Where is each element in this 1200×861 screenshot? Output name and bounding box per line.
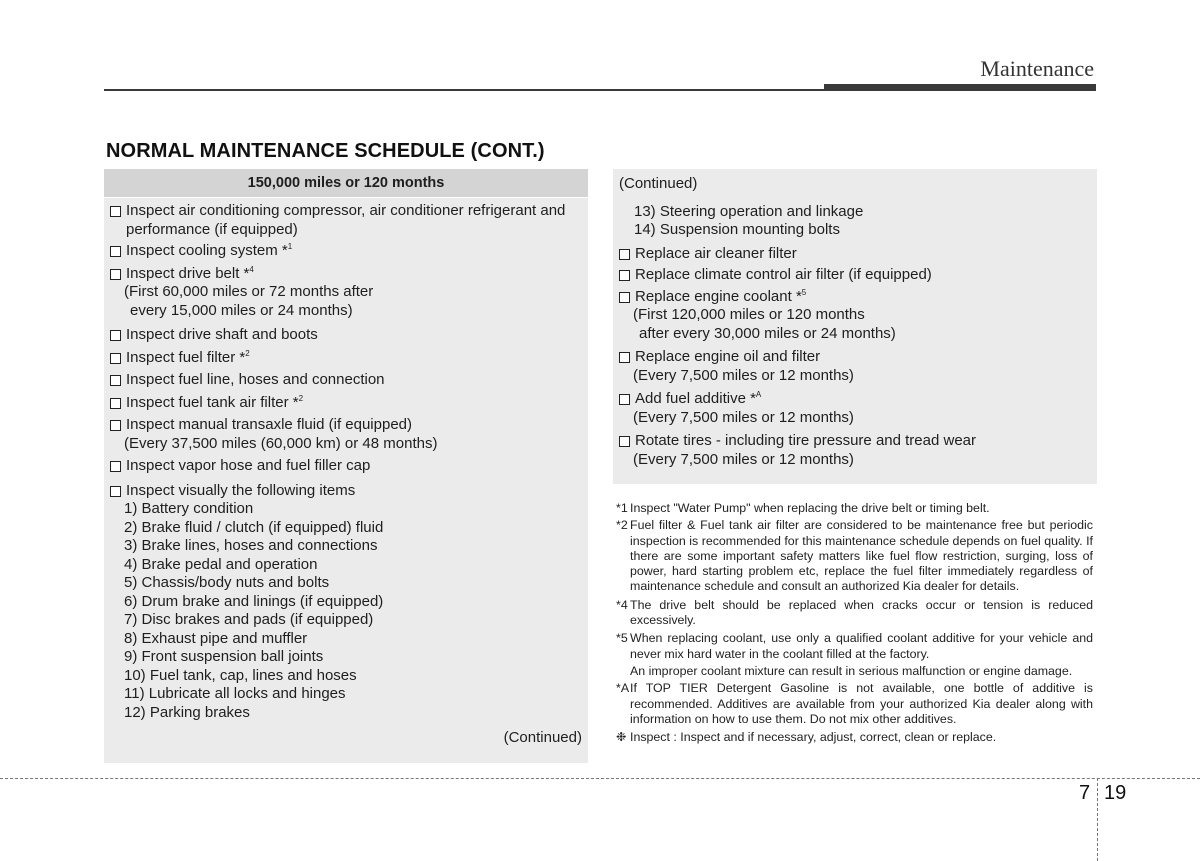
checklist-row (619, 266, 1091, 285)
checklist-item (110, 265, 582, 321)
footnote-text: Inspect "Water Pump" when replacing the drive belt or timing belt. (630, 501, 990, 515)
checklist-item (619, 390, 1091, 427)
item-label: Replace engine oil and filter (635, 348, 821, 365)
running-header: Maintenance (980, 56, 1094, 81)
item-text (635, 288, 1091, 307)
item-text (126, 394, 582, 413)
checkbox-icon (110, 420, 121, 431)
footnote-mark: *1 (616, 501, 628, 515)
checklist-item (619, 348, 1091, 385)
checkbox-icon (619, 352, 630, 363)
footnote (616, 730, 1093, 745)
checklist-row (619, 245, 1091, 264)
checklist-item (110, 202, 582, 239)
interval-heading: 150,000 miles or 120 months (104, 169, 588, 198)
checklist-item (619, 432, 1091, 469)
checkbox-icon (110, 375, 121, 386)
item-label: Inspect drive belt * (126, 264, 250, 282)
item-text (126, 457, 582, 476)
item-detail: (First 120,000 miles or 120 months (633, 306, 865, 323)
item-detail: 2) Brake fluid / clutch (if equipped) fluid (124, 518, 384, 536)
item-detail: (Every 37,500 miles (60,000 km) or 48 months) (124, 434, 438, 452)
page-footer-rule (0, 778, 1200, 779)
checklist-item (110, 242, 582, 261)
checkbox-icon (619, 270, 630, 281)
checkbox-icon (110, 206, 121, 217)
checklist-row (110, 371, 582, 390)
footnote-text: The drive belt should be replaced when cracks occur or tension is reduced excessively. (630, 597, 1093, 628)
checklist-row (110, 482, 582, 501)
footnote-ref: 2 (298, 393, 304, 403)
item-label: Replace engine coolant * (635, 287, 802, 305)
item-label: Inspect air conditioning compressor, air conditioner refrigerant and performance (if equipped) (126, 202, 566, 238)
item-label: Inspect fuel line, hoses and connection (126, 371, 385, 388)
checkbox-icon (619, 436, 630, 447)
item-detail: 9) Front suspension ball joints (124, 648, 324, 665)
item-label: Replace climate control air filter (if equipped) (635, 266, 932, 283)
schedule-left-column (104, 169, 588, 763)
item-label: Add fuel additive * (635, 390, 756, 407)
item-text (126, 265, 582, 284)
item-text (635, 266, 1091, 285)
left-item-list (104, 198, 588, 748)
item-detail: (Every 7,500 miles or 12 months) (633, 450, 854, 468)
checkbox-icon (110, 246, 121, 257)
footnote (616, 681, 1093, 727)
checkbox-icon (110, 330, 121, 341)
item-detail: (Every 7,500 miles or 12 months) (633, 408, 854, 426)
footnote (616, 518, 1093, 594)
checklist-item (619, 245, 1091, 264)
continued-label: (Continued) (503, 729, 582, 746)
item-detail: every 15,000 miles or 24 months) (130, 301, 353, 319)
item-detail: after every 30,000 miles or 24 months) (639, 324, 896, 342)
checklist-row (110, 349, 582, 368)
checklist-row (619, 432, 1091, 451)
item-text (635, 245, 1091, 264)
checklist-row (110, 242, 582, 261)
right-item-list (613, 169, 1097, 469)
item-detail: 3) Brake lines, hoses and connections (124, 537, 378, 554)
footnote-ref: 2 (245, 348, 250, 358)
item-detail: (First 60,000 miles or 72 months after (124, 283, 374, 300)
checklist-row (619, 390, 1091, 409)
checklist-item (110, 371, 582, 390)
item-label: Rotate tires - including tire pressure and tread wear (635, 432, 977, 449)
checklist-row (110, 202, 582, 239)
item-label: Inspect fuel tank air filter * (126, 393, 299, 411)
chapter-number: 7 (1079, 782, 1091, 804)
item-text (126, 416, 582, 435)
checklist-row (110, 394, 582, 413)
item-detail: 4) Brake pedal and operation (124, 555, 318, 573)
item-text (126, 371, 582, 390)
item-text (635, 348, 1091, 367)
checklist-item (110, 416, 582, 453)
checklist-row (110, 457, 582, 476)
checkbox-icon (110, 486, 121, 497)
checklist-row (110, 326, 582, 345)
item-detail: 8) Exhaust pipe and muffler (124, 629, 308, 647)
footnote (616, 631, 1093, 662)
checklist-item (110, 326, 582, 345)
footnote (616, 598, 1093, 629)
footnote-text: If TOP TIER Detergent Gasoline is not available, one bottle of additive is recommended. Additives are available from your authorized Kia dealer along with information on how to use them. Do not mix other additives. (630, 681, 1093, 726)
checklist-item (110, 482, 582, 723)
footnote-text: Inspect : Inspect and if necessary, adjust, correct, clean or replace. (630, 730, 997, 745)
item-label: Inspect vapor hose and fuel filler cap (126, 457, 371, 474)
item-label: Replace air cleaner filter (635, 244, 797, 262)
checklist-item (619, 288, 1091, 344)
item-detail: 7) Disc brakes and pads (if equipped) (124, 611, 374, 628)
checklist-item (110, 457, 582, 476)
footnote-ref: A (755, 390, 762, 399)
footnotes (616, 501, 1093, 747)
item-label: Inspect drive shaft and boots (126, 326, 318, 343)
inspection-item: 14) Suspension mounting bolts (634, 221, 840, 238)
checkbox-icon (619, 249, 630, 260)
footnote-mark: *2 (616, 518, 628, 533)
item-label: Inspect manual transaxle fluid (if equipped) (126, 416, 412, 433)
checkbox-icon (110, 269, 121, 280)
section-title: NORMAL MAINTENANCE SCHEDULE (CONT.) (106, 140, 545, 162)
item-text (126, 202, 582, 239)
item-detail: 12) Parking brakes (124, 703, 250, 721)
checklist-row (619, 348, 1091, 367)
schedule-right-column (613, 169, 1097, 484)
footnote-mark: *5 (616, 631, 628, 646)
item-label: Inspect visually the following items (126, 481, 356, 499)
footnote-mark: ❉ (616, 730, 627, 745)
item-detail: 11) Lubricate all locks and hinges (124, 685, 346, 702)
header-rule-accent (824, 84, 1096, 90)
footnote-text: An improper coolant mixture can result in serious malfunction or engine damage. (630, 663, 1073, 678)
footnote-text: When replacing coolant, use only a qualified coolant additive for your vehicle and never mix hard water in the coolant filled at the factory. (630, 631, 1093, 661)
item-detail: 6) Drum brake and linings (if equipped) (124, 592, 384, 610)
item-label: Inspect cooling system * (126, 242, 288, 259)
item-detail: 5) Chassis/body nuts and bolts (124, 574, 330, 591)
footnote-text: Fuel filter & Fuel tank air filter are considered to be maintenance free but periodic inspection is recommended for this maintenance schedule depends on fuel quality. If there are some important safety matters like fuel flow restriction, surging, loss of power, hard starting problem etc, replace the fuel filter immediately regardless of maintenance schedule and consult an authorized Kia dealer for details. (630, 518, 1093, 594)
checklist-item (619, 266, 1091, 285)
item-detail: (Every 7,500 miles or 12 months) (633, 366, 854, 384)
continued-label: (Continued) (619, 175, 698, 192)
checkbox-icon (110, 353, 121, 364)
inspection-item: 13) Steering operation and linkage (634, 202, 864, 220)
item-text (126, 326, 582, 345)
checkbox-icon (619, 292, 630, 303)
checklist-row (619, 288, 1091, 307)
footnote-mark: *4 (616, 597, 628, 612)
page-number: 19 (1104, 782, 1127, 804)
checkbox-icon (110, 461, 121, 472)
checkbox-icon (619, 394, 630, 405)
item-detail: 1) Battery condition (124, 500, 254, 517)
checklist-item (110, 394, 582, 413)
footnote-mark: *A (616, 681, 630, 696)
footnote-ref: 4 (249, 264, 254, 274)
footnote-ref: 5 (801, 287, 807, 297)
item-detail: 10) Fuel tank, cap, lines and hoses (124, 666, 357, 684)
checklist-row (110, 265, 582, 284)
checkbox-icon (110, 398, 121, 409)
item-text (126, 482, 582, 501)
item-label: Inspect fuel filter * (126, 348, 246, 366)
checklist-row (110, 416, 582, 435)
item-text (635, 432, 1091, 451)
page-number-divider (1097, 778, 1098, 861)
footnote (616, 501, 1093, 516)
checklist-item (110, 349, 582, 368)
footnote-ref: 1 (287, 242, 293, 251)
item-text (635, 390, 1091, 409)
footnote (616, 664, 1093, 679)
item-text (126, 242, 582, 261)
item-text (126, 349, 582, 368)
